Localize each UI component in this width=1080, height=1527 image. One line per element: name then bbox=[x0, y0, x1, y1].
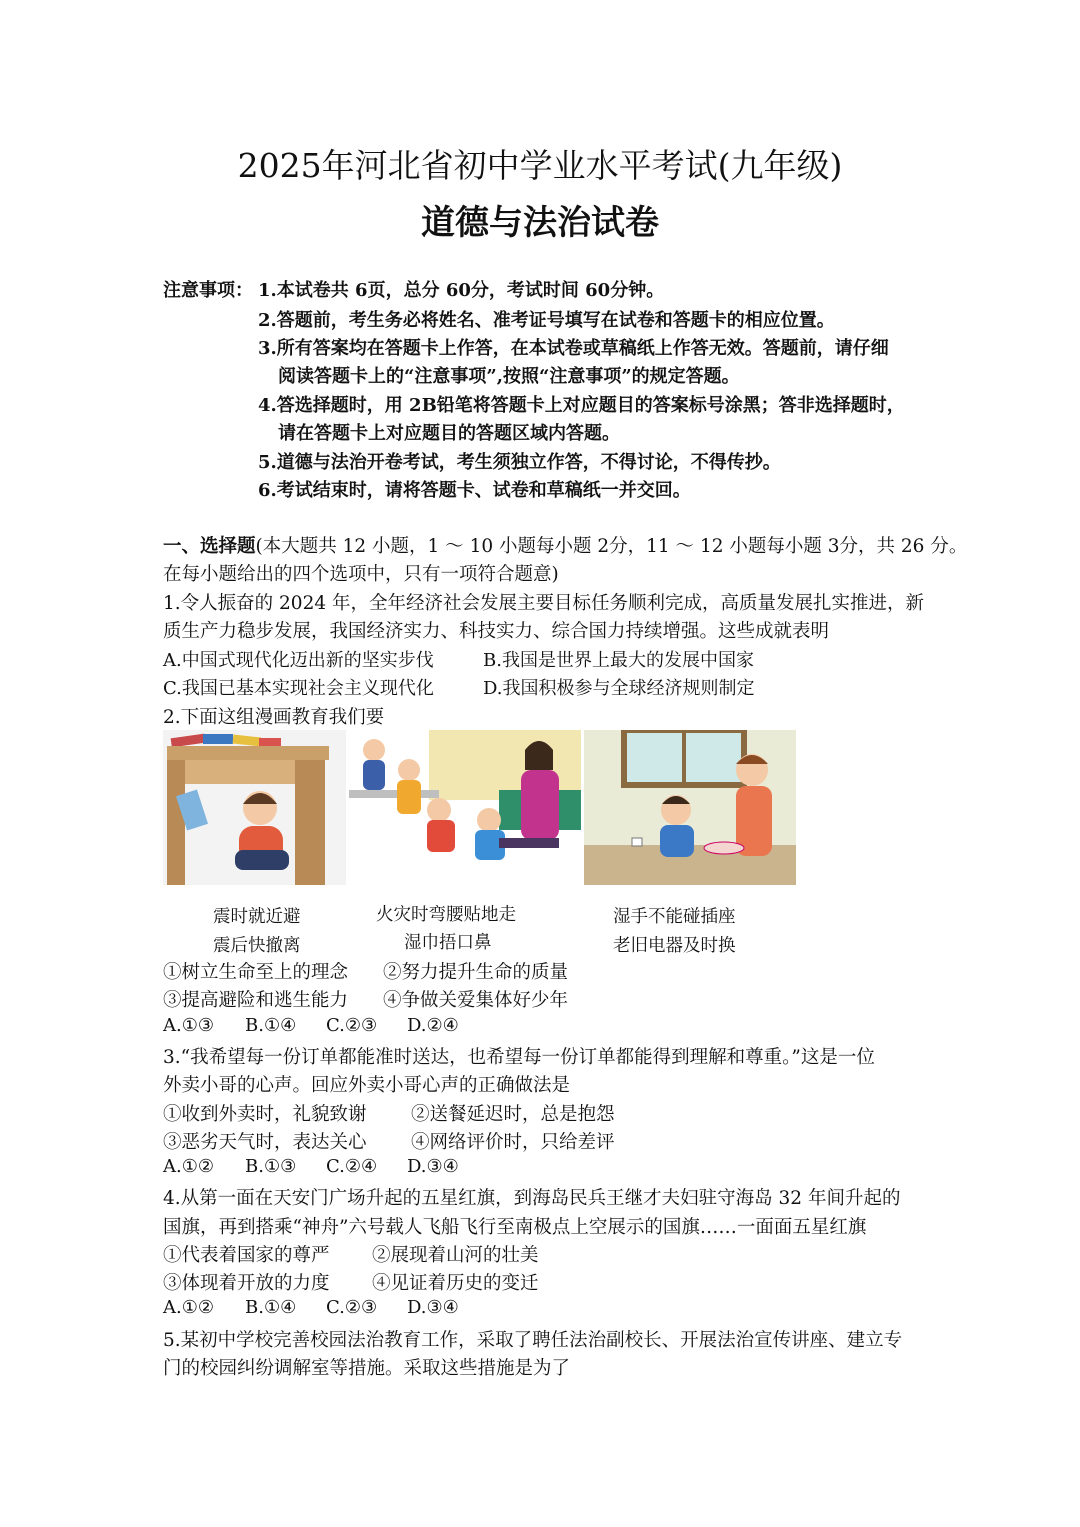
q1-option-a: A.中国式现代化迈出新的坚实步伐 bbox=[163, 650, 434, 671]
comic-fire bbox=[349, 730, 581, 890]
caption-earthquake-2: 震后快撤离 bbox=[213, 936, 301, 956]
q4-statement-4: ④见证着历史的变迁 bbox=[372, 1273, 539, 1294]
q4-choice-b: B.①④ bbox=[245, 1297, 297, 1318]
q1-stem-cont: 质生产力稳步发展，我国经济实力、科技实力、综合国力持续增强。这些成就表明 bbox=[163, 621, 830, 642]
q4-statement-1: ①代表着国家的尊严 bbox=[163, 1245, 330, 1266]
q2-choice-b: B.①④ bbox=[245, 1015, 297, 1036]
note-item: 请在答题卡上对应题目的答题区域内答题。 bbox=[278, 423, 620, 444]
q5-stem: 5.某初中学校完善校园法治教育工作，采取了聘任法治副校长、开展法治宣传讲座、建立专 bbox=[163, 1330, 903, 1351]
comic-earthquake bbox=[163, 730, 346, 885]
section-title: 一、选择题 bbox=[163, 536, 256, 557]
note-item: 5.道德与法治开卷考试，考生须独立作答，不得讨论，不得传抄。 bbox=[258, 452, 781, 473]
comic-electric-illustration bbox=[584, 730, 796, 885]
caption-electric-2: 老旧电器及时换 bbox=[613, 936, 736, 956]
q4-stem-cont: 国旗，再到搭乘“神舟”六号载人飞船飞行至南极点上空展示的国旗……一面面五星红旗 bbox=[163, 1217, 867, 1238]
q4-choice-d: D.③④ bbox=[407, 1297, 459, 1318]
q4-choice-a: A.①② bbox=[163, 1297, 214, 1318]
note-item: 3.所有答案均在答题卡上作答，在本试卷或草稿纸上作答无效。答题前，请仔细 bbox=[258, 338, 889, 359]
q3-stem: 3.“我希望每一份订单都能准时送达，也希望每一份订单都能得到理解和尊重。”这是一位 bbox=[163, 1047, 875, 1068]
q2-choice-a: A.①③ bbox=[163, 1015, 214, 1036]
exam-title: 2025年河北省初中学业水平考试(九年级) bbox=[237, 146, 843, 185]
comic-electric bbox=[584, 730, 796, 885]
note-item: 1.本试卷共 6页，总分 60分，考试时间 60分钟。 bbox=[258, 280, 665, 301]
caption-fire-1: 火灾时弯腰贴地走 bbox=[376, 905, 516, 925]
q2-statement-1: ①树立生命至上的理念 bbox=[163, 962, 349, 983]
caption-electric-1: 湿手不能碰插座 bbox=[613, 907, 736, 927]
q1-stem: 1.令人振奋的 2024 年，全年经济社会发展主要目标任务顺利完成，高质量发展扎实推进，新 bbox=[163, 593, 924, 614]
note-item: 4.答选择题时，用 2B铅笔将答题卡上对应题目的答案标号涂黑；答非选择题时， bbox=[258, 395, 905, 416]
q3-choice-c: C.②④ bbox=[326, 1156, 378, 1177]
note-item: 阅读答题卡上的“注意事项”,按照“注意事项”的规定答题。 bbox=[278, 366, 740, 387]
q3-choice-d: D.③④ bbox=[407, 1156, 459, 1177]
q2-statement-3: ③提高避险和逃生能力 bbox=[163, 990, 349, 1011]
note-item: 2.答题前，考生务必将姓名、准考证号填写在试卷和答题卡的相应位置。 bbox=[258, 310, 835, 331]
comic-earthquake-illustration bbox=[163, 730, 346, 885]
note-item: 6.考试结束时，请将答题卡、试卷和草稿纸一并交回。 bbox=[258, 480, 691, 501]
q3-stem-cont: 外卖小哥的心声。回应外卖小哥心声的正确做法是 bbox=[163, 1075, 571, 1096]
q2-statement-2: ②努力提升生命的质量 bbox=[383, 962, 569, 983]
q2-stem: 2.下面这组漫画教育我们要 bbox=[163, 707, 385, 728]
q2-choice-c: C.②③ bbox=[326, 1015, 378, 1036]
q4-statement-3: ③体现着开放的力度 bbox=[163, 1273, 330, 1294]
q4-choice-c: C.②③ bbox=[326, 1297, 378, 1318]
section-desc-cont: 在每小题给出的四个选项中，只有一项符合题意) bbox=[163, 564, 559, 585]
q3-statement-1: ①收到外卖时，礼貌致谢 bbox=[163, 1104, 367, 1125]
caption-fire-2: 湿巾捂口鼻 bbox=[404, 933, 492, 953]
comic-fire-illustration bbox=[349, 730, 581, 890]
exam-subtitle: 道德与法治试卷 bbox=[421, 203, 659, 243]
q3-statement-4: ④网络评价时，只给差评 bbox=[411, 1132, 615, 1153]
q4-statement-2: ②展现着山河的壮美 bbox=[372, 1245, 539, 1266]
q3-choice-a: A.①② bbox=[163, 1156, 214, 1177]
q1-option-d: D.我国积极参与全球经济规则制定 bbox=[483, 678, 755, 699]
section-heading bbox=[163, 532, 967, 558]
caption-earthquake-1: 震时就近避 bbox=[213, 907, 301, 927]
q2-choice-d: D.②④ bbox=[407, 1015, 459, 1036]
q5-stem-cont: 门的校园纠纷调解室等措施。采取这些措施是为了 bbox=[163, 1358, 571, 1379]
q3-choice-b: B.①③ bbox=[245, 1156, 297, 1177]
section-desc: (本大题共 12 小题，1 ～ 10 小题每小题 2分，11 ～ 12 小题每小题 3分，共 26 分。 bbox=[255, 536, 968, 557]
q1-option-b: B.我国是世界上最大的发展中国家 bbox=[483, 650, 754, 671]
q2-statement-4: ④争做关爱集体好少年 bbox=[383, 990, 569, 1011]
notes-label: 注意事项： bbox=[163, 280, 253, 301]
q1-option-c: C.我国已基本实现社会主义现代化 bbox=[163, 678, 434, 699]
q3-statement-2: ②送餐延迟时，总是抱怨 bbox=[411, 1104, 615, 1125]
q4-stem: 4.从第一面在天安门广场升起的五星红旗，到海岛民兵王继才夫妇驻守海岛 32 年间升起的 bbox=[163, 1188, 901, 1209]
q3-statement-3: ③恶劣天气时，表达关心 bbox=[163, 1132, 367, 1153]
